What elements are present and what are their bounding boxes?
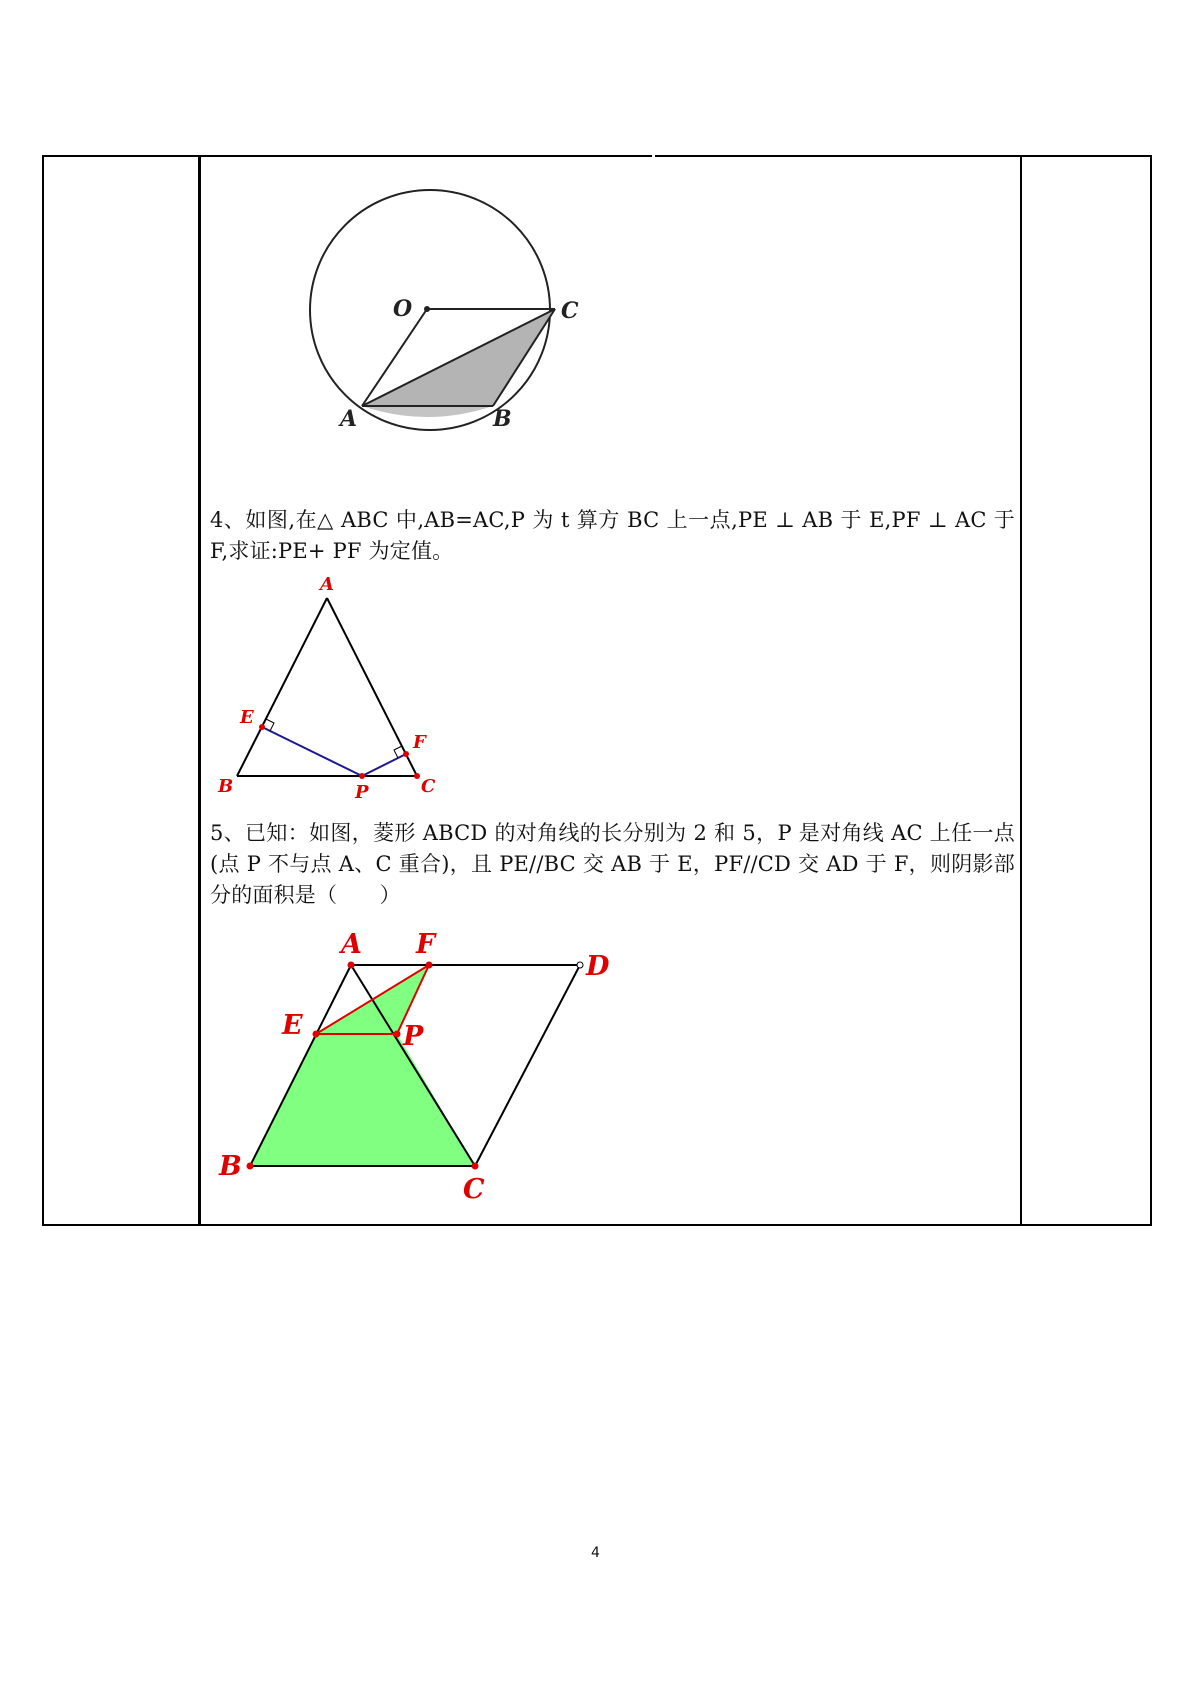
table-right-border: [1150, 155, 1152, 1226]
point-p: [394, 1031, 401, 1038]
point-a: [348, 962, 355, 969]
label-b: B: [219, 1151, 242, 1182]
side-ac: [327, 598, 417, 776]
label-b: B: [493, 406, 512, 432]
label-a: A: [340, 406, 358, 432]
label-c: C: [561, 298, 579, 324]
label-p: P: [403, 1021, 424, 1052]
table-bottom-rule: [42, 1224, 1152, 1226]
label-e: E: [240, 707, 254, 728]
page-number: 4: [591, 1545, 600, 1561]
point-e: [313, 1031, 320, 1038]
label-p: P: [355, 782, 369, 803]
point-c: [472, 1163, 479, 1170]
point-f: [426, 962, 433, 969]
table-column-divider-1: [198, 155, 201, 1226]
label-c: C: [463, 1174, 485, 1205]
triangle-pe-pf-figure: [210, 570, 450, 805]
label-a: A: [341, 929, 362, 960]
label-f: F: [416, 929, 436, 960]
point-b: [247, 1163, 254, 1170]
table-column-divider-2: [1020, 155, 1022, 1226]
label-b: B: [218, 776, 234, 797]
side-ab: [237, 598, 327, 776]
question-5-text: 5、已知：如图，菱形 ABCD 的对角线的长分别为 2 和 5，P 是对角线 AC 上任一点(点 P 不与点 A、C 重合)，且 PE//BC 交 AB 于 E，PF//CD 交 AD 于 F，则阴影部分的面积是（ ）: [210, 821, 1015, 907]
point-p: [359, 773, 365, 779]
label-f: F: [413, 732, 426, 753]
point-c: [414, 773, 420, 779]
label-a: A: [320, 574, 334, 595]
label-d: D: [586, 951, 610, 982]
label-o: O: [393, 296, 413, 322]
circle-rhombus-figure: [285, 190, 605, 440]
table-top-rule-right: [655, 155, 1152, 157]
side-dc: [475, 965, 580, 1166]
point-e: [259, 724, 265, 730]
shaded-segment-ab: [362, 406, 493, 417]
question-4-text: 4、如图,在△ ABC 中,AB=AC,P 为 t 算方 BC 上一点,PE ⊥ AB 于 E,PF ⊥ AC 于 F,求证:PE+ PF 为定值。: [210, 508, 1015, 563]
table-top-rule-left: [42, 155, 652, 157]
point-d: [577, 962, 583, 968]
rhombus-abcd-figure: [210, 920, 630, 1210]
table-left-border: [42, 155, 44, 1226]
segment-pf: [362, 754, 406, 776]
label-c: C: [421, 776, 436, 797]
segment-pe: [262, 727, 362, 776]
label-e: E: [282, 1010, 303, 1041]
center-point-o: [424, 306, 430, 312]
point-f: [403, 751, 409, 757]
